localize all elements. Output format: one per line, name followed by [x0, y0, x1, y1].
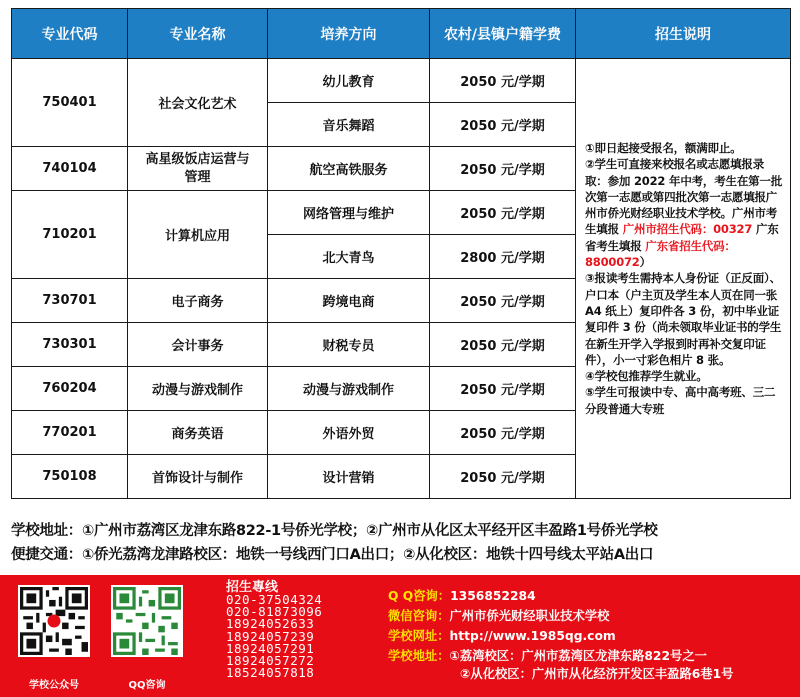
qq-qr-code: [111, 585, 183, 657]
hotline-title: 招生專线: [226, 580, 279, 595]
qr-code-icon: [113, 587, 181, 655]
direction: 北大青鸟: [268, 235, 430, 279]
address-campus-2: ②从化校区：广州市从化经济开发区丰盈路6巷1号: [460, 667, 734, 681]
direction: 网络管理与维护: [268, 191, 430, 235]
major-name: 动漫与游戏制作: [128, 367, 268, 411]
direction: 动漫与游戏制作: [268, 367, 430, 411]
direction: 航空高铁服务: [268, 147, 430, 191]
phone-number: 18924057239: [226, 628, 315, 644]
major-name: 计算机应用: [128, 191, 268, 279]
address-contact: [388, 646, 707, 664]
direction: 设计营销: [268, 455, 430, 499]
website-label: 学校网址：: [388, 629, 450, 643]
phone-number: 020-37504324: [226, 592, 323, 607]
wechat-qr-code: [18, 585, 90, 657]
major-name: 首饰设计与制作: [128, 455, 268, 499]
direction: 音乐舞蹈: [268, 103, 430, 147]
major-code: 730701: [12, 279, 128, 323]
major-name: 社会文化艺术: [128, 59, 268, 147]
major-code: 760204: [12, 367, 128, 411]
fee: 2050 元/学期: [430, 323, 576, 367]
phone-number: 18924057272: [226, 653, 315, 669]
header-fee: 农村/县镇户籍学费: [430, 9, 576, 59]
address-campus-2-row: [460, 664, 733, 682]
table-header-row: [12, 9, 791, 59]
qq-label: Q Q咨询：: [388, 589, 451, 603]
fee: 2050 元/学期: [430, 411, 576, 455]
major-name: 会计事务: [128, 323, 268, 367]
hotline-phone-list: [226, 594, 322, 679]
fee: 2050 元/学期: [430, 103, 576, 147]
website-link[interactable]: http://www.1985qg.com: [449, 629, 616, 643]
admission-notes: [576, 59, 791, 499]
qq-number: 1356852284: [450, 589, 536, 603]
major-name: 商务英语: [128, 411, 268, 455]
guangdong-code: 广东省招生代码：8800072: [585, 238, 736, 270]
guangzhou-code: 广州市招生代码：00327: [622, 222, 753, 237]
major-code: 710201: [12, 191, 128, 279]
fee: 2050 元/学期: [430, 147, 576, 191]
fee: 2050 元/学期: [430, 191, 576, 235]
note-1: ①即日起接受报名，额满即止。: [585, 140, 742, 155]
header-name: 专业名称: [128, 9, 268, 59]
direction: 跨境电商: [268, 279, 430, 323]
wechat-qr-caption: 学校公众号: [29, 680, 79, 691]
school-address-line: 学校地址：①广州市荔湾区龙津东路822-1号侨光学校；②广州市从化区太平经开区丰盈路1号侨光学校: [11, 523, 658, 539]
address-label: 学校地址：: [388, 649, 450, 663]
note-3: ③报读考生需持本人身份证（正反面）、户口本（户主页及学生本人页在同一张 A4 纸上）复印件各 3 份，初中毕业证复印件 3 份（尚未领取毕业证书的学生在新生开学入学报到时再补交复印证件），小一寸彩色相片 8 张。: [585, 271, 782, 367]
qr-code-icon: [20, 587, 88, 655]
direction: 幼儿教育: [268, 59, 430, 103]
major-code: 740104: [12, 147, 128, 191]
phone-number: 020-81873096: [226, 604, 323, 620]
direction: 财税专员: [268, 323, 430, 367]
website-contact: [388, 626, 616, 644]
note-2-province: 广东省考生填报: [585, 222, 779, 253]
major-code: 730301: [12, 323, 128, 367]
major-name: 高星级饭店运营与管理: [128, 147, 268, 191]
note-2-end: ）: [639, 255, 651, 270]
address-campus-1: ①荔湾校区：广州市荔湾区龙津东路822号之一: [449, 649, 707, 663]
fee: 2050 元/学期: [430, 455, 576, 499]
major-code: 770201: [12, 411, 128, 455]
transport-line: 便捷交通：①侨光荔湾龙津路校区：地铁一号线西门口A出口；②从化校区：地铁十四号线太平站A出口: [11, 547, 654, 563]
major-code: 750108: [12, 455, 128, 499]
table-row: [12, 59, 791, 103]
qq-qr-caption: QQ咨询: [128, 680, 166, 691]
note-5: ⑤学生可报读中专、高中高考班、三二分段普通大专班: [585, 385, 776, 416]
note-2: ②学生可直接来校报名或志愿填报录取：参加 2022 年中考，考生在第一批次第一志愿或第四批次第一志愿填报广州市侨光财经职业技术学校。广州市考生填报: [585, 157, 783, 237]
note-4: ④学校包推荐学生就业。: [585, 369, 708, 384]
fee: 2050 元/学期: [430, 59, 576, 103]
fee: 2050 元/学期: [430, 367, 576, 411]
phone-number: 18524057818: [226, 665, 315, 681]
admissions-table: [11, 8, 791, 499]
header-code: 专业代码: [12, 9, 128, 59]
major-name: 电子商务: [128, 279, 268, 323]
phone-number: 18924052633: [226, 616, 315, 632]
fee: 2800 元/学期: [430, 235, 576, 279]
wechat-label: 微信咨询：: [388, 609, 450, 623]
qq-contact: [388, 586, 536, 604]
wechat-contact: [388, 606, 609, 624]
header-notes: 招生说明: [576, 9, 791, 59]
phone-number: 18924057291: [226, 640, 315, 656]
header-direction: 培养方向: [268, 9, 430, 59]
fee: 2050 元/学期: [430, 279, 576, 323]
direction: 外语外贸: [268, 411, 430, 455]
wechat-value: 广州市侨光财经职业技术学校: [449, 609, 610, 623]
major-code: 750401: [12, 59, 128, 147]
